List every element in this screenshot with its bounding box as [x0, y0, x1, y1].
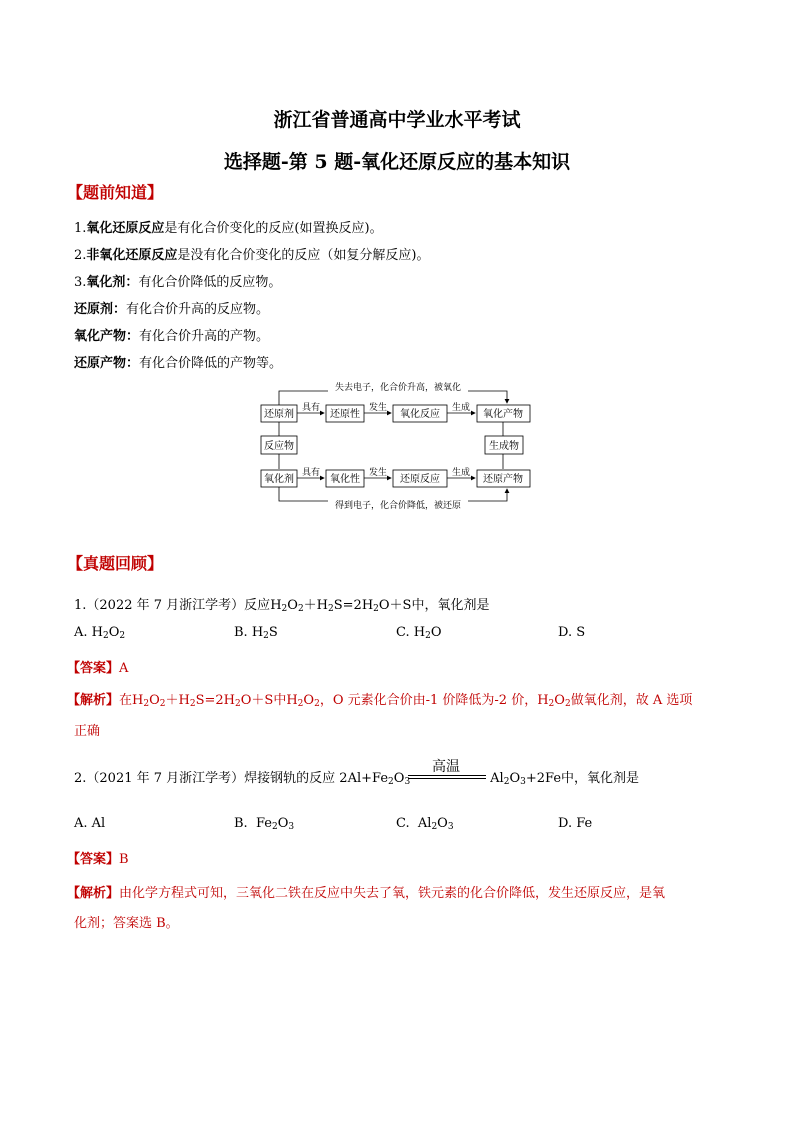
item-number: 1.: [74, 221, 87, 236]
question-2-stem: 2.（2021 年 7 月浙江学考）焊接钢轨的反应 $2Al+Fe_2O_3$ $Al_2O_3+2Fe$中，氧化剂是: [74, 771, 640, 787]
box-label: 氧化剂: [264, 474, 294, 485]
box-label: 生成物: [489, 441, 519, 452]
question-number: 2.: [74, 771, 87, 786]
answer-value: A: [119, 661, 129, 676]
analysis-text: 在: [119, 693, 133, 708]
box-label: 还原剂: [264, 409, 294, 420]
question-source: （2022 年 7 月浙江学考）: [86, 598, 245, 613]
question-number: 1.: [74, 598, 87, 613]
arrow-label: 生成: [451, 403, 471, 413]
arrow-label: 发生: [368, 403, 388, 413]
q1-option-b[interactable]: B. $H_2S$: [234, 625, 278, 641]
arrow-label: 生成: [451, 468, 471, 478]
reaction-equation: $H_2O_2+H_2S=2H_2O+S$: [270, 598, 412, 614]
box-label: 氧化性: [330, 474, 360, 485]
section-heading-preknowledge: 【题前知道】: [67, 183, 164, 202]
analysis-text: 由化学方程式可知，三氧化二铁在反应中失去了氧，铁元素的化合价降低，发生还原反应，是氧: [119, 886, 666, 901]
section-heading-past-questions: 【真题回顾】: [67, 554, 164, 573]
question-source: （2021 年 7 月浙江学考）: [86, 771, 245, 786]
item-term: 氧化还原反应: [86, 221, 165, 236]
arrow-label: 发生: [368, 468, 388, 478]
question-post: 中，氧化剂是: [411, 598, 490, 613]
top-bracket-label: 失去电子，化合价升高，被氧化: [334, 383, 462, 393]
q2-analysis-line1: [67, 882, 665, 901]
item-term: 氧化产物：: [74, 329, 140, 344]
item-text: 有化合价降低的产物等。: [139, 356, 283, 371]
answer-value: B: [119, 852, 129, 867]
reaction-condition: 高温: [432, 759, 460, 775]
page-title: 浙江省普通高中学业水平考试: [273, 109, 521, 131]
knowledge-item-3: [74, 271, 281, 290]
item-term: 非氧化还原反应: [86, 248, 178, 263]
question-pre: 焊接钢轨的反应 2Al+Fe: [244, 771, 389, 786]
analysis-text: 中: [273, 693, 287, 708]
equals-line-bottom: [408, 778, 486, 779]
q2-option-b[interactable]: B. $Fe_2O_3$: [234, 816, 295, 832]
q1-analysis-line2: 正确: [74, 724, 101, 739]
q2-answer: [67, 848, 129, 867]
page-subtitle: 选择题-第 5 题-氧化还原反应的基本知识: [223, 151, 571, 173]
knowledge-item-4: [74, 298, 269, 317]
analysis-label: 【解析】: [67, 693, 120, 708]
question-1-stem: [74, 594, 489, 613]
q2-option-d[interactable]: D. Fe: [558, 816, 593, 831]
box-label: 还原性: [330, 409, 360, 420]
arrow-label: 具有: [301, 468, 321, 478]
answer-label: 【答案】: [67, 661, 120, 676]
item-term: 还原剂：: [74, 302, 127, 317]
q1-analysis-line1: 【解析】在$H_2O_2+H_2S=2H_2O+S$中$H_2O_2$，O 元素化合价由-1 价降低为-2 价，$H_2O_2$做氧化剂，故 A 选项: [67, 693, 693, 709]
knowledge-item-6: [74, 352, 282, 371]
item-term: 还原产物：: [74, 356, 140, 371]
item-text: 是没有化合价变化的反应（如复分解反应)。: [177, 248, 430, 263]
analysis-text: 做氧化剂，故 A 选项: [570, 693, 693, 708]
q1-option-a[interactable]: A. $H_2O_2$: [74, 625, 126, 641]
q1-option-d[interactable]: D. S: [558, 625, 586, 640]
knowledge-item-2: [74, 244, 430, 263]
item-number: 3.: [74, 275, 87, 290]
item-number: 2.: [74, 248, 87, 263]
item-text: 有化合价降低的反应物。: [138, 275, 282, 290]
knowledge-item-5: [74, 325, 269, 344]
item-text: 有化合价升高的产物。: [139, 329, 270, 344]
item-term: 氧化剂：: [86, 275, 139, 290]
knowledge-item-1: [74, 217, 383, 236]
analysis-text: ，O 元素化合价由-1 价降低为-2 价，: [319, 693, 538, 708]
q1-answer: [67, 657, 128, 676]
box-label: 氧化反应: [400, 409, 440, 420]
q1-option-c[interactable]: C. $H_2O$: [396, 625, 442, 641]
question-post: 中，氧化剂是: [561, 771, 640, 786]
analysis-label: 【解析】: [67, 886, 120, 901]
item-text: 是有化合价变化的反应(如置换反应)。: [164, 221, 383, 236]
question-pre: 反应: [244, 598, 271, 613]
box-label: 氧化产物: [483, 409, 523, 420]
q2-analysis-line2: 化剂；答案选 B。: [74, 916, 179, 931]
box-label: 反应物: [264, 441, 294, 452]
arrow-label: 具有: [301, 403, 321, 413]
equals-line-top: [408, 775, 486, 776]
box-label: 还原产物: [483, 474, 523, 485]
redox-relationship-diagram: [250, 378, 540, 518]
item-text: 有化合价升高的反应物。: [126, 302, 270, 317]
bottom-bracket-label: 得到电子，化合价降低，被还原: [334, 501, 462, 511]
q2-option-c[interactable]: C. $Al_2O_3$: [396, 816, 454, 832]
q2-option-a[interactable]: A. Al: [74, 816, 106, 831]
answer-label: 【答案】: [67, 852, 120, 867]
box-label: 还原反应: [400, 474, 440, 485]
